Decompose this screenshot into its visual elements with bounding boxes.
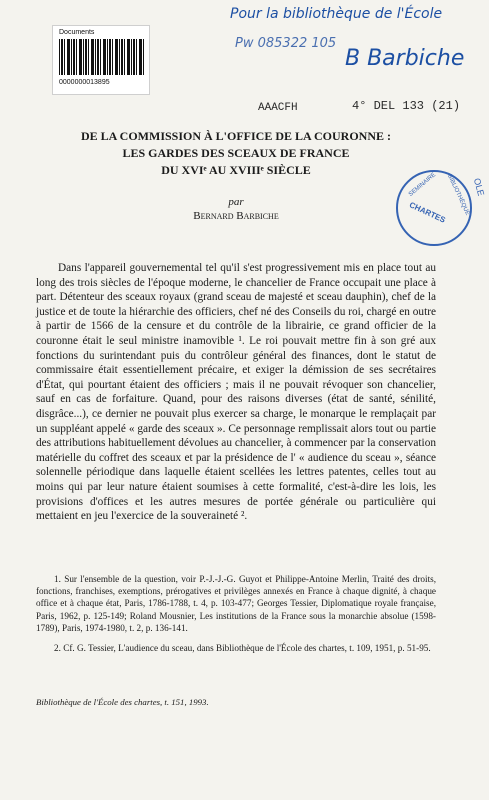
handwritten-code: Pw 085322 105 [235, 36, 337, 51]
barcode-bars [59, 39, 145, 75]
article-title [36, 128, 436, 179]
source-citation: Bibliothèque de l'École des chartes, t. 151, 1993. [36, 697, 209, 707]
title-line-2: LES GARDES DES SCEAUX DE FRANCE [122, 146, 350, 160]
title-line-1: DE LA COMMISSION À L'OFFICE DE LA COURONNE : [80, 129, 392, 143]
handwritten-dedication: Pour la bibliothèque de l'École [230, 6, 443, 22]
footnote-1: 1. Sur l'ensemble de la question, voir P.-J.-J.-G. Guyot et Philippe-Antoine Merlin, Traité des droits, fonctions, franchises, exemptions, prérogatives et privilèges annexés en France à chaque dignité, à chaque office et à chaque état, Paris, 1786-1788, t. 4, p. 103-477; Georges Tessier, Diplomatique royale française, Paris, 1962, p. 125-149; Roland Mousnier, Les institutions de la France sous la monarchie absolue (1598-1789), Paris, 1974-1980, t. 2, p. 136-141. [36, 574, 436, 633]
body-paragraph: Dans l'appareil gouvernemental tel qu'il s'est progressivement mis en place tout au long des trois siècles de l'époque moderne, le chancelier de France occupait une place à part. Détenteur des sceaux royaux (grand sceau de majesté et sceau dauphin), chef de la justice et de toute la hiérarchie des officiers, chef né des Conseils du roi, chargé en outre à partir de 1566 de la censure et du contrôle de la librairie, ce grand officier de la couronne était le seul ministre inamovible ¹. Le roi pouvait mettre fin à son gré aux fonctions du surintendant puis du contrôleur général des finances, dont le statut de commissaire était essentiellement précaire, et exiger la démission de ses secrétaires d'État, qui pourtant étaient des officiers ; mais il ne pouvait révoquer son chancelier, sauf en cas de forfaiture. Quand, pour des raisons diverses (état de santé, sénilité, disgrâce...), ce dernier ne pouvait plus exercer sa charge, le monarque le remplaçait par un suppléant appelé « garde des sceaux ». Ce personnage remplissait alors tout ou partie des attributions habituellement dévolues au chancelier, à commencer par la conservation matérielle du coffret des sceaux et par la présidence de l' « audience du sceau », séance solennelle périodique dans laquelle étaient scellées les lettres patentes, celles tout au moins qui par leur nature étaient soumises à cette formalité, c'est-à-dire les lois, les provisions d'offices et les autres mesures de portée générale ou particulière qui mettaient en jeu l'exercice de la souveraineté ². [36, 262, 436, 523]
barcode-title: Documents [59, 29, 95, 36]
barcode-number: 0000000013895 [59, 79, 110, 86]
title-line-3: DU XVIᵉ AU XVIIIᵉ SIÈCLE [161, 163, 311, 177]
barcode-label [52, 25, 150, 95]
stamp-center-text: CHARTES [407, 200, 447, 225]
handwritten-signature: B Barbiche [345, 46, 465, 71]
stamp-top-text: SEMINAIRE [407, 172, 438, 198]
shelfmark-left: AAACFH [258, 102, 298, 114]
shelfmark-right: 4° DEL 133 (21) [352, 99, 461, 113]
stamp-right-text: BIBLIOTHÈQUE [446, 173, 471, 217]
library-stamp [396, 170, 472, 246]
byline-author: Bernard Barbiche [193, 210, 279, 222]
stamp-side-text: OLE [471, 177, 487, 197]
byline-par: par [228, 196, 244, 208]
footnote-2: 2. Cf. G. Tessier, L'audience du sceau, dans Bibliothèque de l'École des chartes, t. 109, 1951, p. 51-95. [54, 643, 431, 653]
